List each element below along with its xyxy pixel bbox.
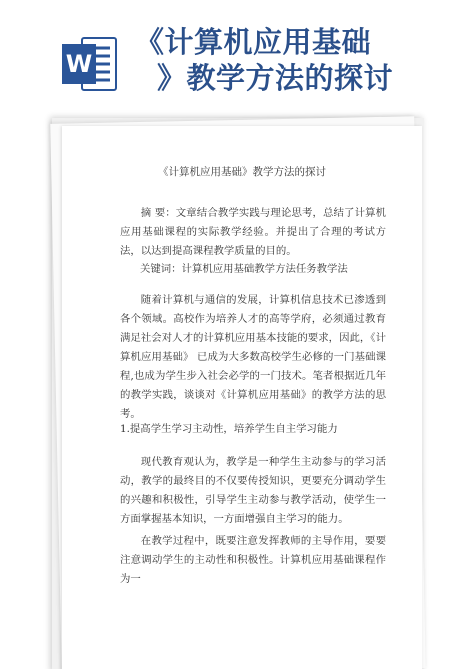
document-page [62, 126, 422, 669]
banner [0, 0, 474, 120]
banner-title-line2: 》教学方法的探讨 [157, 61, 394, 95]
section1-paragraph-1: 现代教育观认为，教学是一种学生主动参与的学习活动，教学的最终目的不仅要传授知识，更要充分调动学生的兴趣和积极性，引导学生主动参与教学活动，使学生一方面掌握基本知识，一方面增强自主学习的能力。 [120, 456, 386, 525]
document-title: 《计算机应用基础》教学方法的探讨 [158, 166, 326, 178]
keywords: 关键词：计算机应用基础教学方法任务教学法 [140, 263, 348, 275]
intro-paragraph: 随着计算机与通信的发展，计算机信息技术已渗透到各个领域。高校作为培养人才的高等学府，必须通过教育满足社会对人才的计算机应用基本技能的要求，因此，《计算机应用基础》 已成为大多数高校学生必修的一门基础课程,也成为学生步入社会必学的一门技术。笔者根据近几年的教学实践，谈谈对《计算机应用基础》的教学方法的思考。 [120, 294, 386, 420]
banner-title [135, 24, 465, 96]
section1-paragraph-2: 在教学过程中，既要注意发挥教师的主导作用，要要注意调动学生的主动性和积极性。计算机应用基础课程作为一 [120, 535, 386, 585]
abstract: 摘 要：文章结合教学实践与理论思考，总结了计算机应用基础课程的实际教学经验。并提出了合理的考试方法，以达到提高课程教学质量的目的。 [120, 207, 386, 257]
svg-text:W: W [65, 50, 93, 78]
banner-title-line1: 《计算机应用基础 [135, 25, 372, 59]
section1-heading: 1.提高学生学习主动性，培养学生自主学习能力 [120, 423, 338, 435]
word-document-icon [60, 36, 120, 92]
